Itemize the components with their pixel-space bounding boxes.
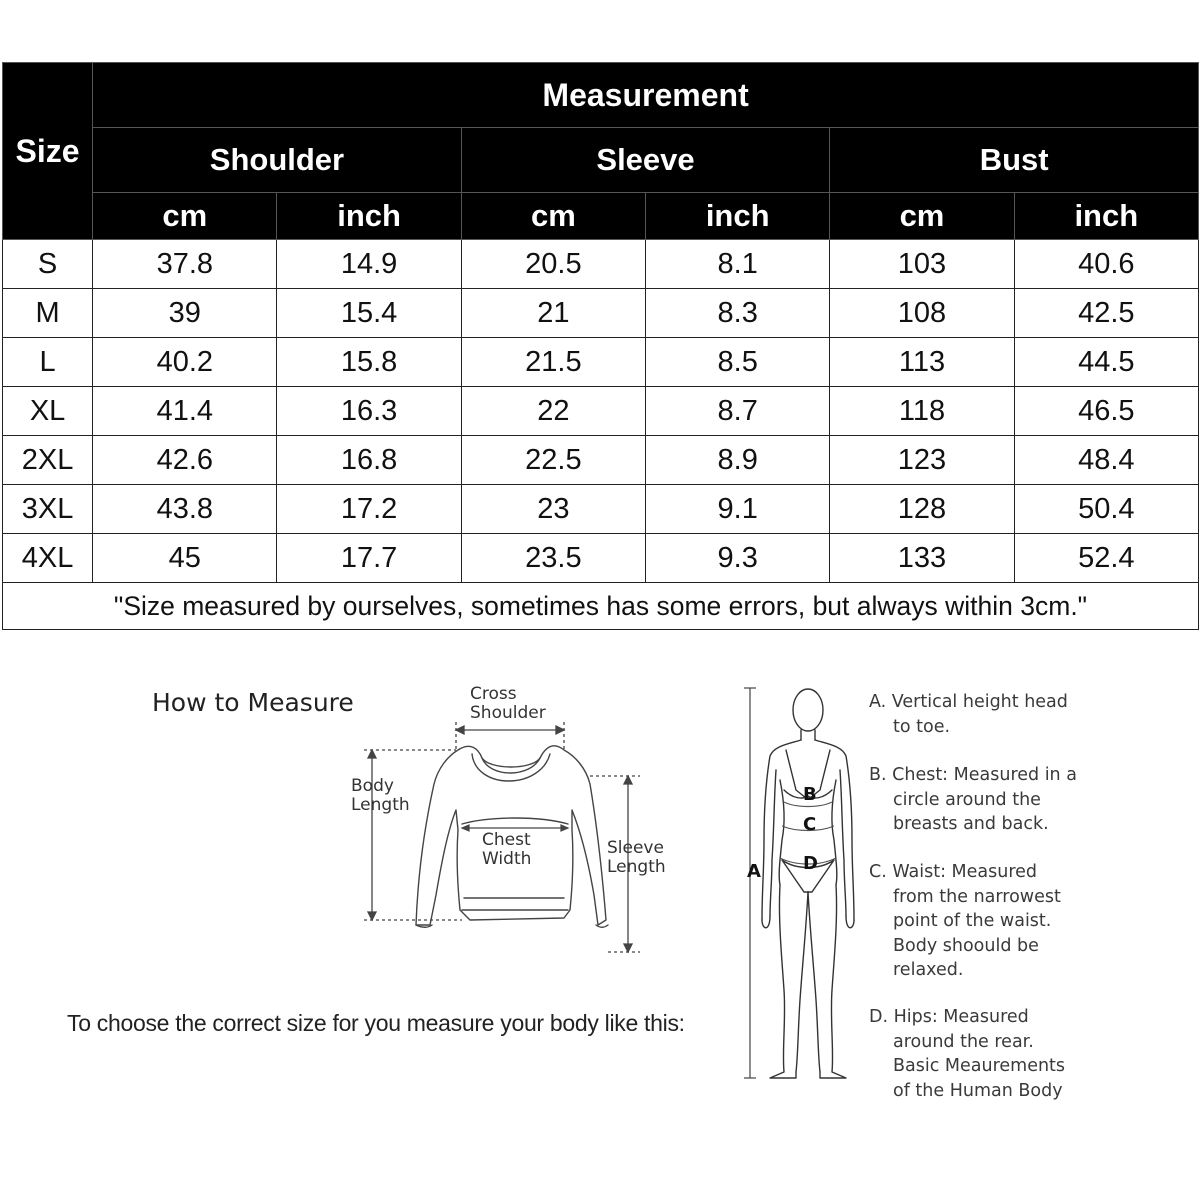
description-chest: B. Chest: Measured in a circle around the breasts and back. xyxy=(869,765,1077,834)
size-header: Size xyxy=(3,63,93,240)
table-cell: 133 xyxy=(830,534,1014,583)
table-cell: 46.5 xyxy=(1014,387,1198,436)
table-cell: 43.8 xyxy=(93,485,277,534)
height-line-icon xyxy=(744,688,756,1078)
size-chart-table xyxy=(2,62,1199,630)
table-cell: 39 xyxy=(93,289,277,338)
table-cell: 44.5 xyxy=(1014,338,1198,387)
table-cell: 8.7 xyxy=(646,387,830,436)
table-cell: 40.2 xyxy=(93,338,277,387)
unit-header: inch xyxy=(1014,193,1198,240)
table-cell: 17.7 xyxy=(277,534,461,583)
size-cell: S xyxy=(3,240,93,289)
table-cell: 50.4 xyxy=(1014,485,1198,534)
measurement-header: Measurement xyxy=(93,63,1199,128)
table-cell: 15.8 xyxy=(277,338,461,387)
note-row xyxy=(3,583,1199,630)
table-cell: 21.5 xyxy=(461,338,645,387)
table-cell: 21 xyxy=(461,289,645,338)
cross-shoulder-arrow-icon xyxy=(456,722,564,750)
marker-a: A xyxy=(747,861,761,882)
unit-header: inch xyxy=(277,193,461,240)
table-cell: 17.2 xyxy=(277,485,461,534)
table-cell: 16.3 xyxy=(277,387,461,436)
table-cell: 41.4 xyxy=(93,387,277,436)
table-row xyxy=(3,387,1199,436)
size-cell: 2XL xyxy=(3,436,93,485)
table-row xyxy=(3,534,1199,583)
group-header-bust: Bust xyxy=(830,128,1199,193)
group-header-sleeve: Sleeve xyxy=(461,128,830,193)
table-row xyxy=(3,240,1199,289)
table-cell: 22 xyxy=(461,387,645,436)
table-cell: 42.6 xyxy=(93,436,277,485)
size-cell: 4XL xyxy=(3,534,93,583)
table-cell: 15.4 xyxy=(277,289,461,338)
table-row xyxy=(3,485,1199,534)
table-cell: 37.8 xyxy=(93,240,277,289)
table-cell: 8.9 xyxy=(646,436,830,485)
description-waist: C. Waist: Measured from the narrowest point of the waist. Body shoould be relaxed. xyxy=(869,862,1061,980)
how-to-measure-title: How to Measure xyxy=(152,688,354,717)
size-cell: M xyxy=(3,289,93,338)
table-cell: 128 xyxy=(830,485,1014,534)
table-cell: 22.5 xyxy=(461,436,645,485)
table-cell: 118 xyxy=(830,387,1014,436)
table-cell: 103 xyxy=(830,240,1014,289)
unit-header: cm xyxy=(93,193,277,240)
size-note: "Size measured by ourselves, sometimes has some errors, but always within 3cm." xyxy=(3,583,1199,630)
description-hips: D. Hips: Measured around the rear. Basic Meaurements of the Human Body xyxy=(869,1007,1066,1101)
table-cell: 113 xyxy=(830,338,1014,387)
table-cell: 42.5 xyxy=(1014,289,1198,338)
unit-header: inch xyxy=(646,193,830,240)
table-cell: 8.3 xyxy=(646,289,830,338)
marker-d: D xyxy=(803,853,818,874)
table-cell: 8.5 xyxy=(646,338,830,387)
table-cell: 9.1 xyxy=(646,485,830,534)
body-length-label: Body Length xyxy=(351,776,410,815)
unit-header: cm xyxy=(461,193,645,240)
size-cell: XL xyxy=(3,387,93,436)
table-row xyxy=(3,338,1199,387)
table-cell: 108 xyxy=(830,289,1014,338)
size-cell: 3XL xyxy=(3,485,93,534)
table-row xyxy=(3,289,1199,338)
table-cell: 40.6 xyxy=(1014,240,1198,289)
table-cell: 123 xyxy=(830,436,1014,485)
chest-width-label: Chest Width xyxy=(482,830,532,869)
table-cell: 45 xyxy=(93,534,277,583)
table-cell: 9.3 xyxy=(646,534,830,583)
sleeve-length-label: Sleeve Length xyxy=(607,838,666,877)
table-cell: 23.5 xyxy=(461,534,645,583)
size-cell: L xyxy=(3,338,93,387)
table-cell: 20.5 xyxy=(461,240,645,289)
table-cell: 52.4 xyxy=(1014,534,1198,583)
group-header-shoulder: Shoulder xyxy=(93,128,462,193)
body-figure-icon xyxy=(740,680,865,1085)
table-cell: 14.9 xyxy=(277,240,461,289)
marker-b: B xyxy=(803,784,817,805)
cross-shoulder-label: Cross Shoulder xyxy=(470,684,546,723)
table-cell: 16.8 xyxy=(277,436,461,485)
choose-size-instruction: To choose the correct size for you measure your body like this: xyxy=(67,1010,685,1036)
table-row xyxy=(3,436,1199,485)
description-height: A. Vertical height head to toe. xyxy=(869,692,1068,737)
table-cell: 48.4 xyxy=(1014,436,1198,485)
table-cell: 23 xyxy=(461,485,645,534)
unit-header: cm xyxy=(830,193,1014,240)
table-cell: 8.1 xyxy=(646,240,830,289)
marker-c: C xyxy=(803,814,817,835)
